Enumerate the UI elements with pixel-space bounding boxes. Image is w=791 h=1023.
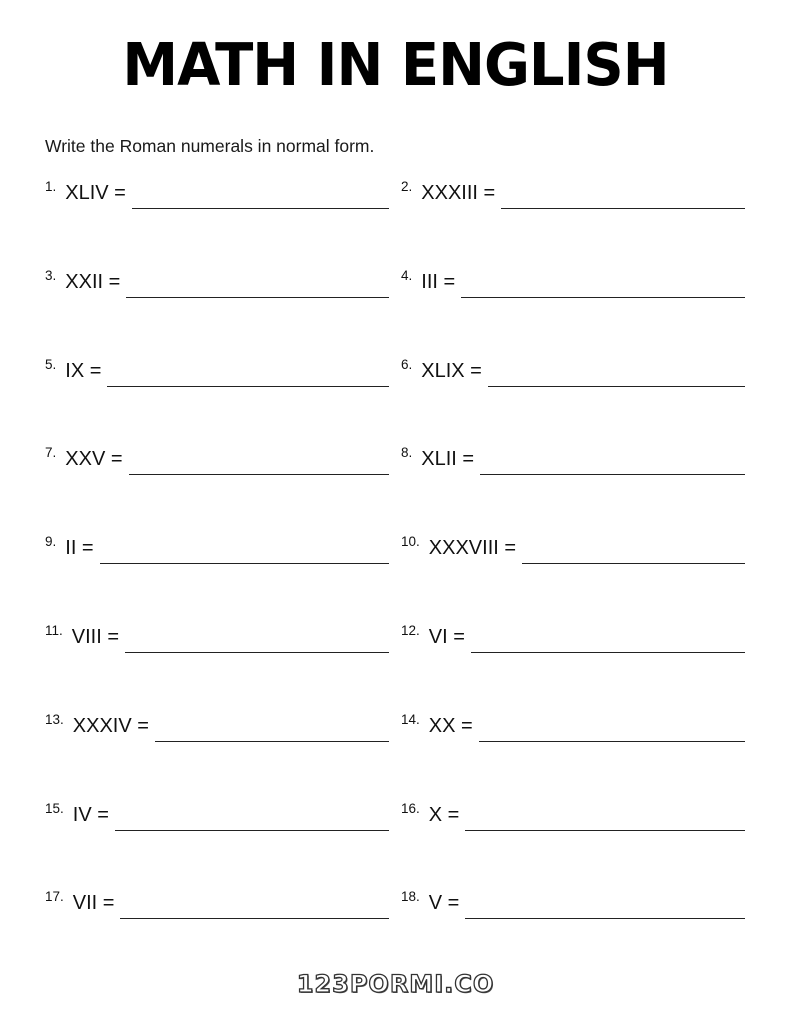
instructions-text: Write the Roman numerals in normal form.	[45, 136, 375, 156]
problem-number: 4.	[401, 267, 413, 283]
roman-numeral: XXV =	[65, 448, 123, 471]
problem-item	[45, 620, 389, 654]
problem-item	[401, 709, 745, 743]
roman-numeral: XXXVIII =	[428, 537, 517, 560]
roman-numeral: VII =	[72, 892, 115, 915]
answer-line[interactable]	[465, 886, 745, 919]
answer-line[interactable]	[522, 531, 745, 564]
problem-item	[45, 354, 389, 388]
roman-numeral: VIII =	[71, 625, 120, 648]
problem-number: 11.	[45, 622, 63, 638]
problem-number: 9.	[45, 534, 57, 550]
answer-line[interactable]	[465, 798, 745, 831]
problem-number: 12.	[401, 622, 420, 638]
problem-number: 5.	[45, 356, 57, 372]
roman-numeral: XLII =	[421, 448, 475, 471]
problem-number: 17.	[45, 889, 64, 905]
problem-number: 8.	[401, 445, 413, 461]
problem-item	[45, 265, 389, 299]
problem-item	[45, 442, 389, 476]
roman-numeral: XXXIII =	[421, 182, 496, 204]
roman-numeral: IX =	[65, 359, 102, 382]
roman-numeral: IV =	[72, 803, 109, 826]
problem-number: 13.	[45, 711, 64, 727]
problem-item	[45, 709, 389, 743]
problem-item	[401, 176, 745, 210]
site-watermark: 123PORMI.CO	[296, 970, 495, 998]
answer-line[interactable]	[115, 798, 389, 831]
problem-item	[45, 531, 389, 565]
answer-line[interactable]	[501, 176, 745, 209]
roman-numeral: XLIX =	[421, 359, 482, 382]
problem-number: 2.	[401, 179, 413, 194]
answer-line[interactable]	[155, 709, 389, 742]
answer-line[interactable]	[461, 265, 745, 298]
answer-line[interactable]	[488, 354, 745, 387]
problem-number: 1.	[45, 179, 57, 194]
roman-numeral: XXXIV =	[72, 714, 149, 737]
problem-number: 18.	[401, 889, 420, 905]
answer-line[interactable]	[100, 531, 389, 564]
problem-number: 6.	[401, 356, 413, 372]
problem-item	[401, 620, 745, 654]
worksheet-title: MATH IN ENGLISH	[122, 31, 669, 100]
answer-line[interactable]	[125, 620, 389, 653]
roman-numeral: XXII =	[65, 270, 121, 293]
answer-line[interactable]	[132, 176, 389, 209]
answer-line[interactable]	[129, 442, 389, 475]
answer-line[interactable]	[480, 442, 745, 475]
problem-item	[45, 798, 389, 832]
problem-number: 10.	[401, 534, 420, 550]
answer-line[interactable]	[107, 354, 389, 387]
roman-numeral: II =	[65, 537, 94, 560]
roman-numeral: XX =	[428, 714, 473, 737]
problem-item	[45, 886, 389, 920]
answer-line[interactable]	[479, 709, 745, 742]
roman-numeral: III =	[421, 270, 456, 293]
roman-numeral: V =	[428, 892, 460, 915]
answer-line[interactable]	[120, 886, 389, 919]
roman-numeral: XLIV =	[65, 182, 126, 204]
answer-line[interactable]	[471, 620, 745, 653]
problem-item	[401, 798, 745, 832]
problem-number: 14.	[401, 711, 420, 727]
problem-item	[45, 176, 389, 210]
problem-item	[401, 531, 745, 565]
problem-number: 7.	[45, 445, 57, 461]
problem-item	[401, 886, 745, 920]
problem-item	[401, 442, 745, 476]
problem-number: 3.	[45, 267, 57, 283]
roman-numeral: VI =	[428, 625, 465, 648]
problem-grid	[45, 176, 745, 975]
roman-numeral: X =	[428, 803, 460, 826]
problem-number: 16.	[401, 800, 420, 816]
problem-item	[401, 354, 745, 388]
problem-item	[401, 265, 745, 299]
answer-line[interactable]	[126, 265, 389, 298]
problem-number: 15.	[45, 800, 64, 816]
